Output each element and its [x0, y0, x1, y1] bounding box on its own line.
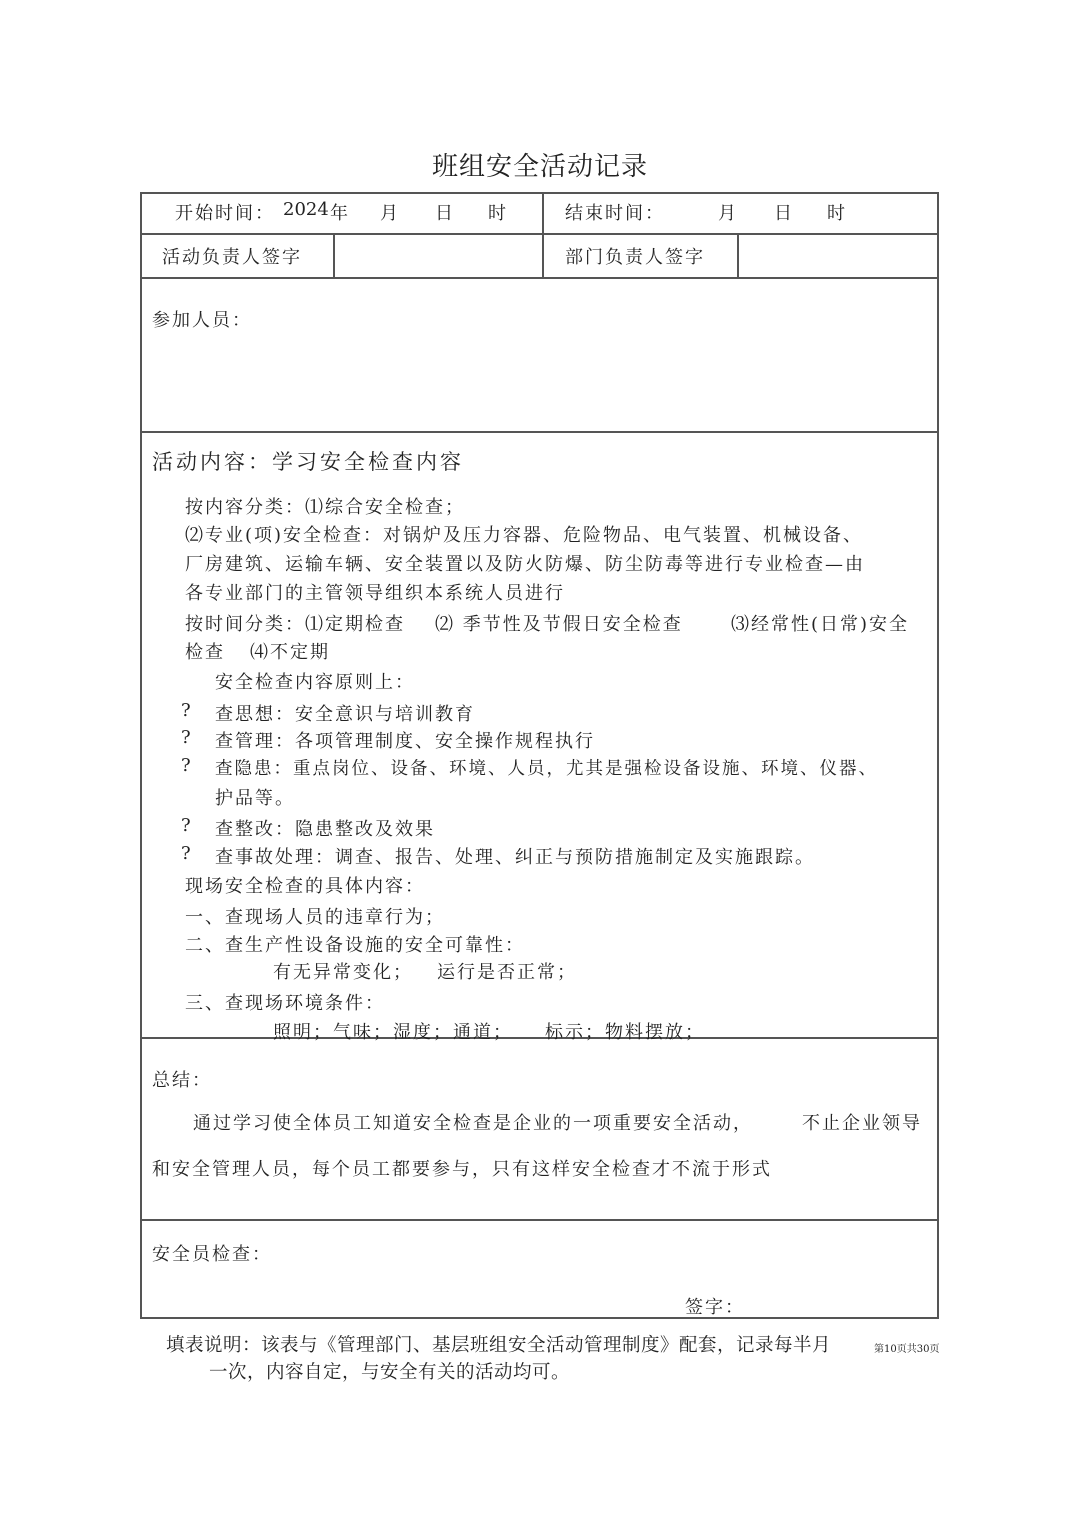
content-by-time-2b: ⑷不定期 [250, 642, 330, 663]
table-border-top [140, 192, 939, 194]
start-day-unit: 日 [435, 203, 455, 224]
bullet-marker: ? [181, 755, 193, 776]
dept-leader-sign-label: 部门负责人签字 [565, 247, 705, 268]
table-divider-center [542, 192, 544, 279]
inspector-sign-label: 签字： [685, 1297, 745, 1318]
content-special-line-3: 各专业部门的主管领导组织本系统人员进行 [185, 583, 565, 604]
page-number: 第10页共30页 [874, 1344, 940, 1355]
list-item: 查管理：各项管理制度、安全操作规程执行 [215, 731, 595, 752]
content-by-content: 按内容分类：⑴综合安全检查； [185, 497, 465, 518]
site-check-item-2a: 有无异常变化； [273, 962, 413, 983]
start-time-label: 开始时间： [175, 203, 275, 224]
end-hour-unit: 时 [827, 203, 847, 224]
table-divider [140, 277, 939, 279]
summary-line-2: 和安全管理人员，每个员工都要参与，只有这样安全检查才不流于形式 [152, 1159, 772, 1180]
bullet-marker: ? [181, 727, 193, 748]
summary-line-1a: 通过学习使全体员工知道安全检查是企业的一项重要安全活动， [193, 1113, 753, 1134]
participants-field[interactable] [152, 336, 922, 416]
start-hour-unit: 时 [488, 203, 508, 224]
table-divider [140, 1219, 939, 1221]
content-special-line-2: 厂房建筑、运输车辆、安全装置以及防火防爆、防尘防毒等进行专业检查—由 [185, 554, 865, 575]
fill-instruction-line-1: 填表说明：该表与《管理部门、基层班组安全活动管理制度》配套，记录每半月 [166, 1335, 832, 1356]
site-check-item-3a: 照明；气味；湿度；通道； [273, 1022, 513, 1043]
bullet-marker: ? [181, 815, 193, 836]
table-divider [140, 1037, 939, 1039]
end-day-unit: 日 [774, 203, 794, 224]
list-item: 查事故处理：调查、报告、处理、纠正与预防措施制定及实施跟踪。 [215, 847, 815, 868]
content-by-time-2a: 检查 [185, 642, 225, 663]
inspector-label: 安全员检查： [152, 1244, 272, 1265]
content-by-time-c: ⑶经常性(日常)安全 [731, 614, 910, 635]
content-by-time-b: ⑵ 季节性及节假日安全检查 [435, 614, 683, 635]
participants-label: 参加人员： [152, 310, 252, 331]
site-check-item-2: 二、查生产性设备设施的安全可靠性： [185, 935, 525, 956]
list-item: 查隐患：重点岗位、设备、环境、人员，尤其是强检设备设施、环境、仪器、 [215, 759, 878, 779]
site-check-title: 现场安全检查的具体内容： [185, 876, 425, 897]
end-month-unit: 月 [718, 203, 738, 224]
site-check-item-1: 一、查现场人员的违章行为； [185, 907, 445, 928]
table-divider-sign-left [333, 233, 335, 279]
site-check-item-2b: 运行是否正常； [437, 962, 577, 983]
end-time-label: 结束时间： [565, 203, 665, 224]
site-check-item-3b: 标示；物料摆放； [545, 1022, 705, 1043]
activity-leader-sign-label: 活动负责人签字 [162, 247, 302, 268]
table-divider [140, 431, 939, 433]
site-check-item-3: 三、查现场环境条件： [185, 993, 385, 1014]
content-special-line-1: ⑵专业(项)安全检查：对锅炉及压力容器、危险物品、电气装置、机械设备、 [185, 525, 864, 546]
bullet-marker: ? [181, 700, 193, 721]
start-year-unit: 年 [330, 203, 350, 224]
list-item: 查思想：安全意识与培训教育 [215, 704, 475, 725]
start-month-unit: 月 [380, 203, 400, 224]
activity-leader-sign-field[interactable] [345, 243, 530, 269]
summary-line-1b: 不止企业领导 [802, 1113, 922, 1134]
content-by-time-a: 按时间分类：⑴定期检查 [185, 614, 405, 635]
start-year-value[interactable]: 2024 [283, 199, 329, 220]
page-title: 班组安全活动记录 [431, 152, 648, 182]
fill-instruction-line-2: 一次，内容自定，与安全有关的活动均可。 [209, 1362, 571, 1383]
bullet-marker: ? [181, 843, 193, 864]
dept-leader-sign-field[interactable] [750, 243, 925, 269]
table-border-bottom [140, 1317, 939, 1319]
content-principle: 安全检查内容原则上： [215, 672, 415, 693]
list-item-continuation: 护品等。 [215, 788, 295, 809]
table-border-left [140, 192, 142, 1319]
table-divider-sign-right [737, 233, 739, 279]
list-item: 查整改：隐患整改及效果 [215, 819, 435, 840]
table-divider [140, 233, 939, 235]
table-border-right [937, 192, 939, 1319]
activity-content-heading: 活动内容：学习安全检查内容 [152, 450, 464, 474]
summary-label: 总结： [152, 1070, 212, 1091]
